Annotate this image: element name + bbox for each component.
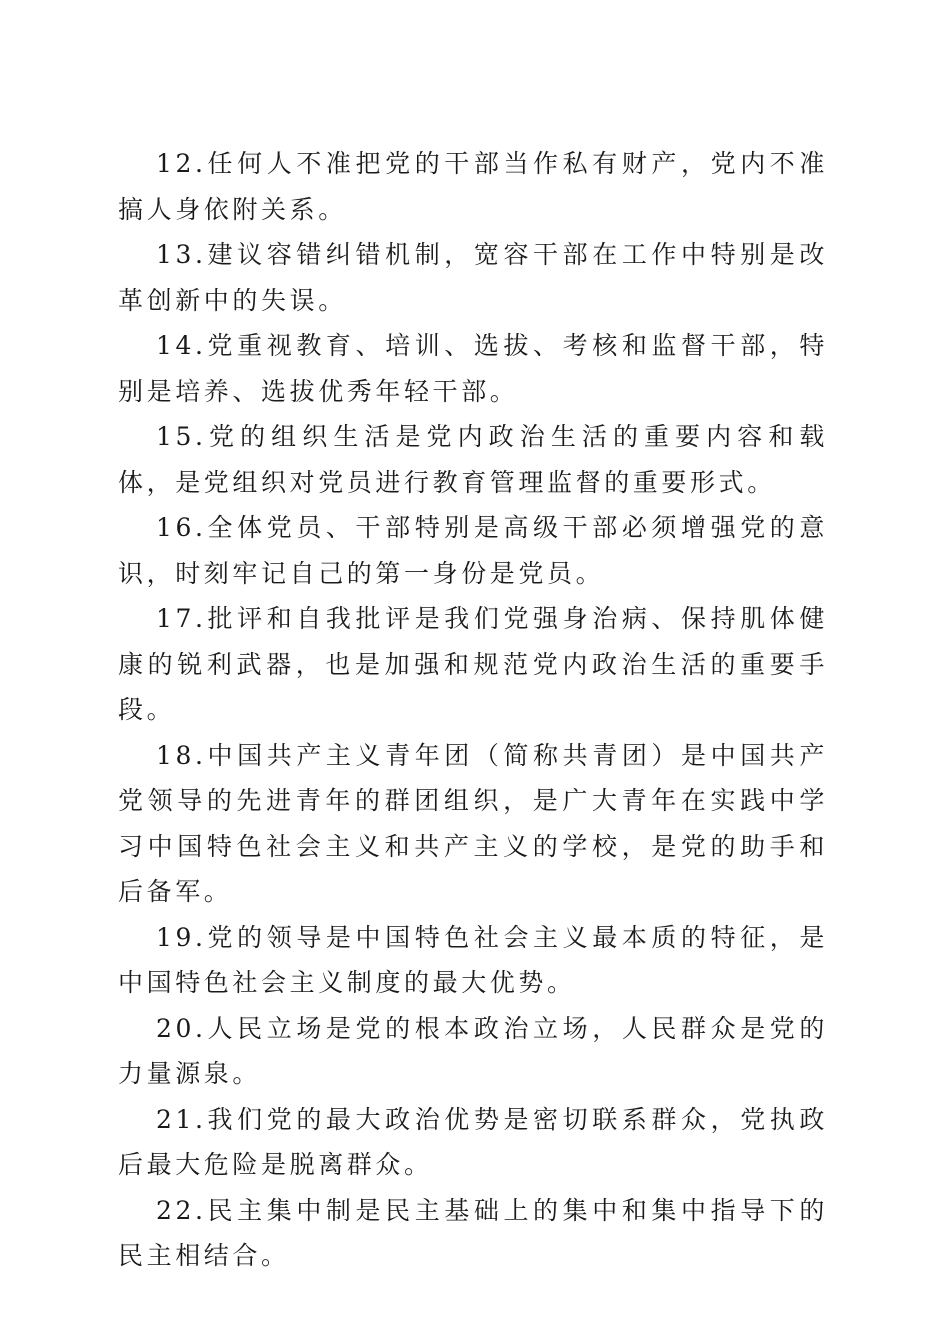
paragraph-item-16: 16.全体党员、干部特别是高级干部必须增强党的意识，时刻牢记自己的第一身份是党员。 [118, 513, 828, 588]
paragraph-item-21: 21.我们党的最大政治优势是密切联系群众，党执政后最大危险是脱离群众。 [118, 1104, 828, 1179]
paragraph-item-12: 12.任何人不准把党的干部当作私有财产，党内不准搞人身依附关系。 [118, 149, 828, 224]
paragraph-item-18: 18.中国共产主义青年团（简称共青团）是中国共产党领导的先进青年的群团组织，是广大青年在实践中学习中国特色社会主义和共产主义的学校，是党的助手和后备军。 [118, 740, 828, 906]
paragraph-item-14: 14.党重视教育、培训、选拔、考核和监督干部，特别是培养、选拔优秀年轻干部。 [118, 331, 828, 406]
paragraph-item-15: 15.党的组织生活是党内政治生活的重要内容和载体，是党组织对党员进行教育管理监督的重要形式。 [118, 422, 828, 497]
paragraph-item-19: 19.党的领导是中国特色社会主义最本质的特征，是中国特色社会主义制度的最大优势。 [118, 922, 828, 997]
paragraph-item-20: 20.人民立场是党的根本政治立场，人民群众是党的力量源泉。 [118, 1013, 828, 1088]
paragraph-item-22: 22.民主集中制是民主基础上的集中和集中指导下的民主相结合。 [118, 1195, 828, 1270]
document-body [118, 141, 828, 1279]
paragraph-item-17: 17.批评和自我批评是我们党强身治病、保持肌体健康的锐利武器，也是加强和规范党内政治生活的重要手段。 [118, 604, 828, 724]
paragraph-item-13: 13.建议容错纠错机制，宽容干部在工作中特别是改革创新中的失误。 [118, 240, 828, 315]
